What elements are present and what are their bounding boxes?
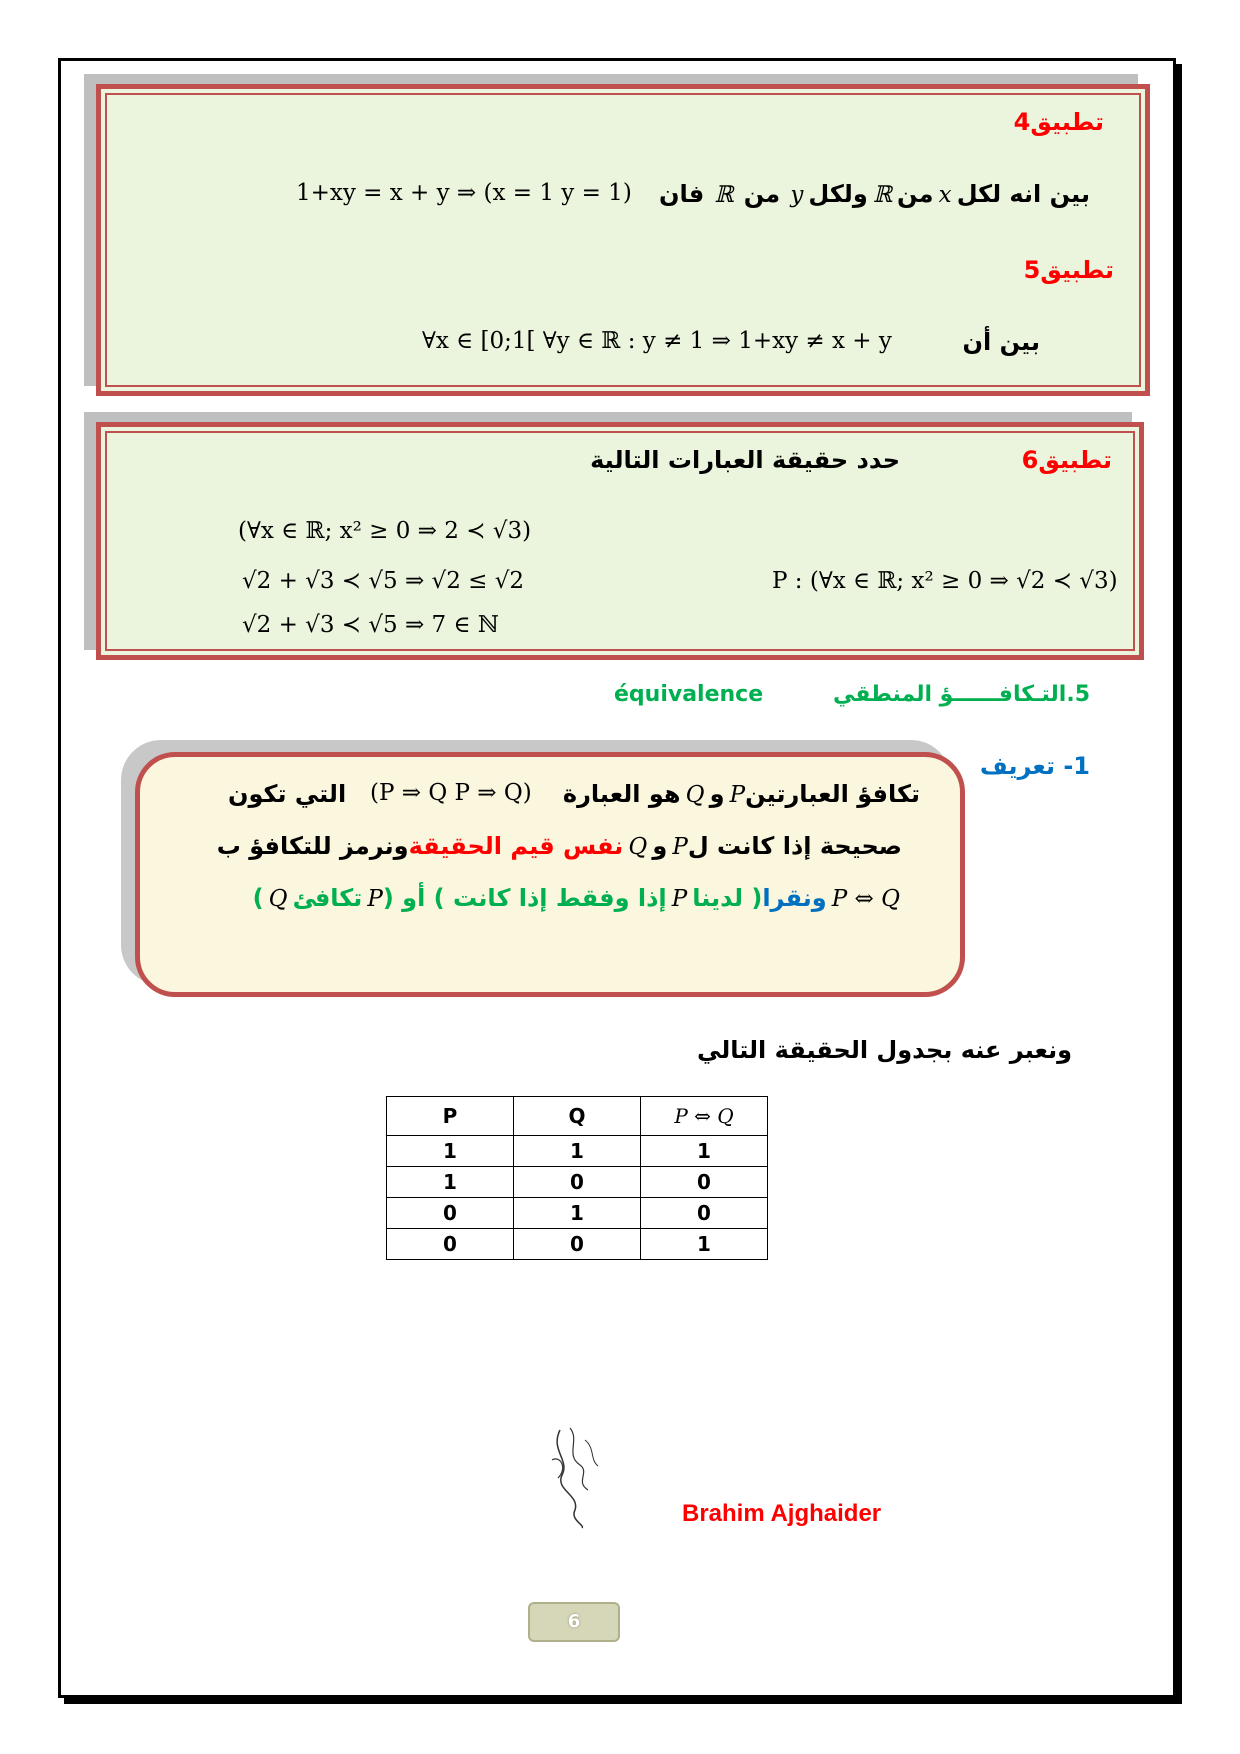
def-text: تكافؤ العبارتين — [745, 780, 920, 808]
exercise5-formula: ∀x ∈ [0;1[ ∀y ∈ ℝ : y ≠ 1 ⇒ 1+xy ≠ x + y — [422, 328, 892, 354]
exercise5-label: تطبيق5 — [1023, 256, 1114, 284]
var-p: P — [729, 782, 746, 808]
table-row — [387, 1167, 768, 1198]
def-text: التي تكون — [228, 780, 347, 808]
def-text: تكافئ — [292, 884, 363, 912]
var-p: P — [672, 834, 688, 860]
def-text: ) — [252, 884, 264, 912]
def-text: صحيحة إذا كانت ل — [687, 832, 902, 860]
var-q: Q — [268, 886, 288, 912]
exercise6-formula-3: √2 + √3 ≺ √5 ⇒ 7 ∈ ℕ — [242, 612, 499, 638]
def-highlight: نفس قيم الحقيقة — [408, 832, 624, 860]
equiv-symbol: P ⇔ Q — [831, 886, 900, 912]
definition-label: 1- تعريف — [979, 752, 1090, 780]
table-cell: 0 — [514, 1167, 641, 1198]
definition-line-1 — [563, 780, 920, 808]
var-q: Q — [628, 834, 648, 860]
table-cell: 1 — [387, 1136, 514, 1167]
exercise4-text-e: فان — [659, 180, 705, 208]
var-y: y — [790, 182, 804, 208]
header-q: Q — [514, 1097, 641, 1136]
table-row — [387, 1229, 768, 1260]
section-number: 5. — [1066, 682, 1090, 707]
exercise6-formula-2: √2 + √3 ≺ √5 ⇒ √2 ≤ √2 — [242, 568, 525, 594]
exercise5-text: بين أن — [962, 328, 1040, 356]
definition-line-2 — [217, 832, 902, 860]
table-cell: 1 — [514, 1136, 641, 1167]
section-title-ar: التـكافــــــؤ المنطقي — [832, 682, 1067, 707]
table-header-row — [387, 1097, 768, 1136]
signature-image — [540, 1420, 610, 1530]
exercise4-formula: 1+xy = x + y ⇒ (x = 1 y = 1) — [296, 180, 632, 206]
table-cell: 0 — [641, 1198, 768, 1229]
table-intro: ونعبر عنه بجدول الحقيقة التالي — [696, 1036, 1072, 1064]
section-title-fr: équivalence — [614, 682, 764, 707]
exercise6-label: تطبيق6 — [1021, 446, 1112, 474]
exercise4-text-d: من — [743, 180, 781, 208]
exercise4-text-a: بين انه لكل — [956, 180, 1090, 208]
page-number: 6 — [528, 1602, 620, 1642]
header-p: P — [387, 1097, 514, 1136]
def-read: ونقرا — [762, 884, 827, 912]
table-cell: 1 — [641, 1229, 768, 1260]
definition-line-3 — [253, 884, 900, 912]
exercise6-p-formula: P : (∀x ∈ ℝ; x² ≥ 0 ⇒ √2 ≺ √3) — [772, 568, 1118, 594]
definition-formula: (P ⇒ Q P ⇒ Q) — [370, 780, 532, 806]
table-cell: 0 — [387, 1229, 514, 1260]
def-text: و — [709, 780, 725, 808]
table-cell: 1 — [514, 1198, 641, 1229]
exercise4-text-c: ولكل — [808, 180, 868, 208]
table-cell: 0 — [387, 1198, 514, 1229]
def-text: هو العبارة — [562, 780, 681, 808]
var-p: P — [367, 886, 383, 912]
table-row — [387, 1198, 768, 1229]
section-heading — [833, 682, 1090, 707]
def-text: و — [652, 832, 668, 860]
exercise6-text: حدد حقيقة العبارات التالية — [590, 446, 900, 474]
exercise4-statement — [659, 180, 1090, 208]
table-row — [387, 1136, 768, 1167]
exercise4-text-b: من — [897, 180, 934, 208]
def-text: إذا وفقط إذا كانت ) أو ( — [382, 884, 667, 912]
table-cell: 1 — [641, 1136, 768, 1167]
set-r: ℝ — [714, 182, 734, 208]
table-cell: 0 — [514, 1229, 641, 1260]
exercise4-label: تطبيق4 — [1013, 108, 1104, 136]
truth-table — [386, 1096, 768, 1260]
table-cell: 1 — [387, 1167, 514, 1198]
exercise6-formula-1: (∀x ∈ ℝ; x² ≥ 0 ⇒ 2 ≺ √3) — [238, 518, 532, 544]
header-equiv: P ⇔ Q — [641, 1097, 768, 1136]
set-r: ℝ — [872, 182, 892, 208]
var-q: Q — [685, 782, 705, 808]
author-name: Brahim Ajghaider — [682, 1500, 882, 1527]
def-text: ونرمز للتكافؤ ب — [216, 832, 409, 860]
var-p: P — [671, 886, 688, 912]
table-cell: 0 — [641, 1167, 768, 1198]
var-x: x — [938, 182, 952, 208]
def-text: ( لدينا — [692, 884, 763, 912]
